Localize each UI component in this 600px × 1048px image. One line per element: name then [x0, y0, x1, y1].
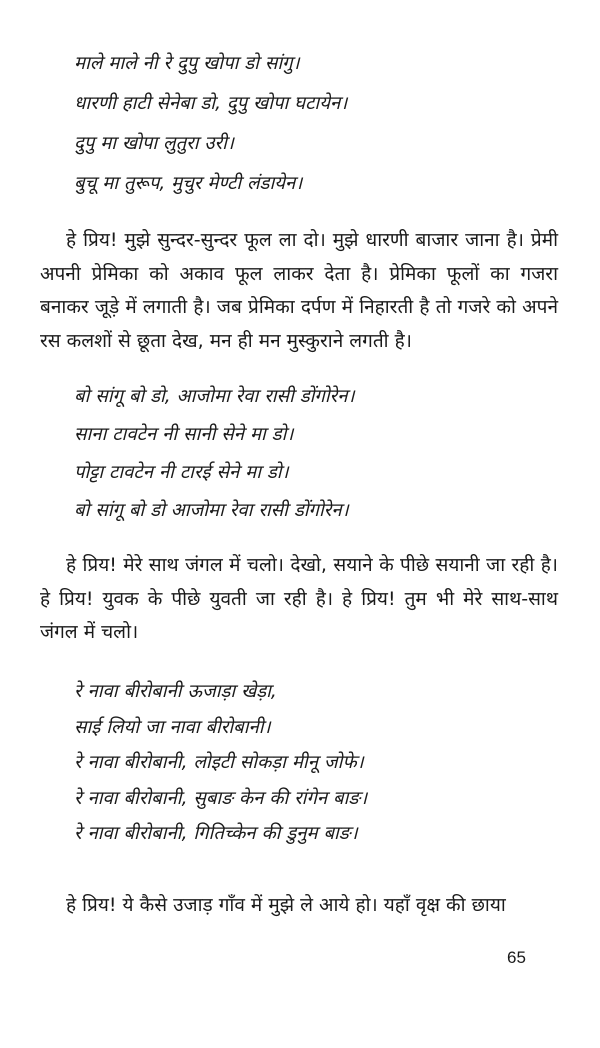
translation-paragraph-2: हे प्रिय! मेरे साथ जंगल में चलो। देखो, सयाने के पीछे सयानी जा रही है। हे प्रिय! युवक के पीछे युवती जा रही है। हे प्रिय! तुम भी मेरे साथ-साथ जंगल में चलो। [40, 554, 558, 643]
poem-line: रे नावा बीरोबानी ऊजाड़ा खेड़ा, [74, 681, 277, 702]
poem-line: पोट्टा टावटेन नी टारई सेने मा डो। [74, 462, 289, 483]
poem-stanza-1 [74, 44, 347, 204]
poem-stanza-2 [74, 378, 354, 530]
poem-line: साना टावटेन नी सानी सेने मा डो। [74, 424, 294, 445]
poem-stanza-3 [74, 674, 367, 852]
translation-paragraph-3: हे प्रिय! ये कैसे उजाड़ गाँव में मुझे ले आये हो। यहाँ वृक्ष की छाया [66, 894, 506, 916]
poem-line: साई लियो जा नावा बीरोबानी। [74, 716, 271, 738]
poem-line: माले माले नी रे दुपु खोपा डो सांगु। [74, 53, 300, 74]
poem-line: रे नावा बीरोबानी, गितिच्केन की डुनुम बाङ। [74, 823, 358, 844]
poem-line: बुचू मा तुरूप, मुचुर मेण्टी लंडायेन। [74, 173, 303, 194]
poem-line: रे नावा बीरोबानी, सुबाङ केन की रांगेन बाङ। [74, 787, 368, 809]
poem-line: धारणी हाटी सेनेबा डो, दुपु खोपा घटायेन। [74, 93, 348, 114]
poem-line: दुपु मा खोपा लुतुरा उरी। [74, 133, 234, 154]
translation-paragraph-1: हे प्रिय! मुझे सुन्दर-सुन्दर फूल ला दो। मुझे धारणी बाजार जाना है। प्रेमी अपनी प्रेमिका को अकाव फूल लाकर देता है। प्रेमिका फूलों का गजरा बनाकर जूड़े में लगाती है। जब प्रेमिका दर्पण में निहारती है तो गजरे को अपने रस कलशों से छूता देख, मन ही मन मुस्कुराने लगती है। [40, 229, 558, 352]
poem-line: बो सांगू बो डो, आजोमा रेवा रासी डोंगोरेन। [74, 386, 355, 407]
poem-line: रे नावा बीरोबानी, लोइटी सोकड़ा मीनू जोफे। [74, 752, 364, 773]
page-number: 65 [507, 948, 526, 967]
poem-line: बो सांगू बो डो आजोमा रेवा रासी डोंगोरेन। [74, 500, 349, 521]
